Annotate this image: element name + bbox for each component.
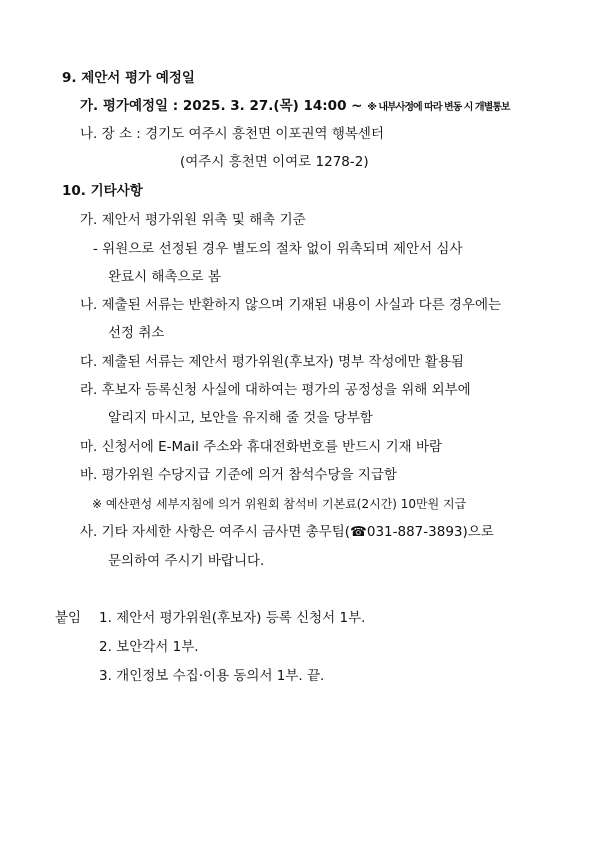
item-ga-sub-line1: - 위원으로 선정된 경우 별도의 절차 없이 위촉되며 제안서 심사 <box>93 241 463 257</box>
item-ga: 가. 제안서 평가위원 위촉 및 해촉 기준 <box>80 212 306 228</box>
evaluation-date-note: ※ 내부사정에 따라 변동 시 개별통보 <box>367 102 510 113</box>
attachment-item-3: 3. 개인정보 수집·이용 동의서 1부. 끝. <box>99 668 325 684</box>
item-ma: 마. 신청서에 E-Mail 주소와 휴대전화번호를 반드시 기재 바람 <box>80 439 443 455</box>
item-na-line1: 나. 제출된 서류는 반환하지 않으며 기재된 내용이 사실과 다른 경우에는 <box>80 297 502 313</box>
section-9-heading: 9. 제안서 평가 예정일 <box>62 70 195 86</box>
evaluation-place-line: 나. 장 소 : 경기도 여주시 흥천면 이포권역 행복센터 <box>80 126 384 142</box>
item-ga-sub-line2: 완료시 해촉으로 봄 <box>108 269 221 285</box>
evaluation-date-line <box>80 96 510 118</box>
item-ba-note: ※ 예산편성 세부지침에 의거 위원회 참석비 기본료(2시간) 10만원 지급 <box>92 497 467 511</box>
section-10-heading: 10. 기타사항 <box>62 183 143 199</box>
evaluation-date-label: 가. 평가예정일 : 2025. 3. 27.(목) 14:00 ~ <box>80 98 368 114</box>
attachment-item-2: 2. 보안각서 1부. <box>99 639 199 655</box>
item-na-line2: 선정 취소 <box>108 325 165 341</box>
item-ra-line2: 알리지 마시고, 보안을 유지해 줄 것을 당부함 <box>108 410 373 426</box>
item-sa-line1: 사. 기타 자세한 사항은 여주시 금사면 총무팀(☎031-887-3893)으로 <box>80 524 494 540</box>
item-ba: 바. 평가위원 수당지급 기준에 의거 참석수당을 지급함 <box>80 467 397 483</box>
item-da: 다. 제출된 서류는 제안서 평가위원(후보자) 명부 작성에만 활용됨 <box>80 354 464 370</box>
item-sa-line2: 문의하여 주시기 바랍니다. <box>108 553 265 569</box>
attachment-item-1: 1. 제안서 평가위원(후보자) 등록 신청서 1부. <box>99 610 366 626</box>
item-ra-line1: 라. 후보자 등록신청 사실에 대하여는 평가의 공정성을 위해 외부에 <box>80 382 471 398</box>
evaluation-place-address: (여주시 흥천면 이여로 1278-2) <box>180 154 369 170</box>
attachments-label: 붙임 <box>55 610 82 626</box>
